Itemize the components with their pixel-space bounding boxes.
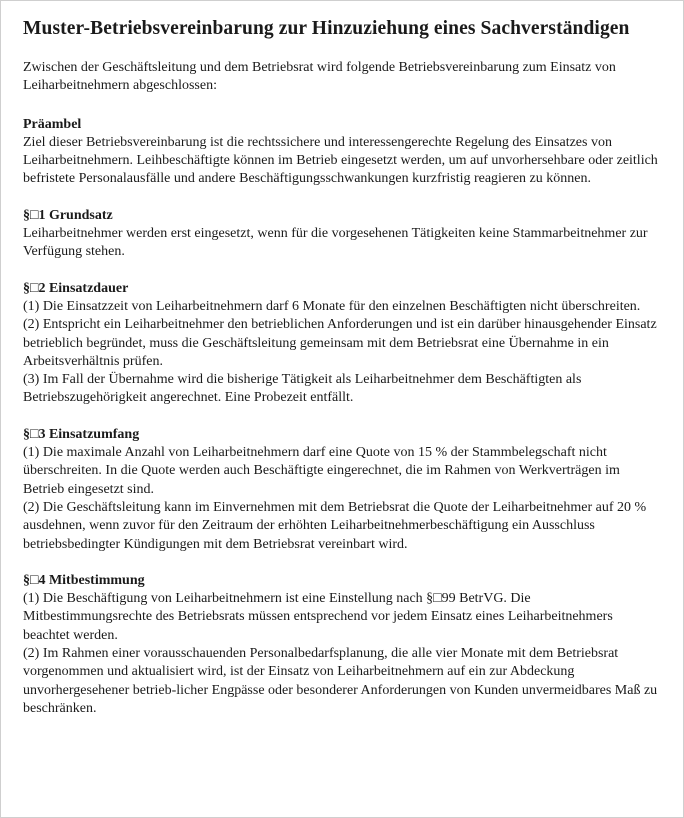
section-heading: §□3 Einsatzumfang (23, 426, 140, 442)
section-heading: §□1 Grundsatz (23, 207, 113, 223)
section-paragraph: Leiharbeitnehmer werden erst eingesetzt, wenn für die vorgesehenen Tätigkeiten keine Stammarbeitnehmer zur Verfügung stehen. (23, 226, 648, 260)
section-paragraph: (2) Entspricht ein Leiharbeitnehmer den betrieblichen Anforderungen und ist ein darüber hinausgehender Einsatz betrieblich begründet, muss die Geschäftsleitung gemeinsam mit dem Betriebsrat eine Übernahme in ein Arbeitsverhältnis prüfen. (23, 317, 657, 369)
section-paragraph: (1) Die Einsatzzeit von Leiharbeitnehmern darf 6 Monate für den einzelnen Beschäftigten nicht überschreiten. (23, 298, 641, 314)
section-paragraph: (3) Im Fall der Übernahme wird die bisherige Tätigkeit als Leiharbeitnehmer dem Beschäftigten als Betriebszugehörigkeit angerechnet. Eine Probezeit entfällt. (23, 372, 582, 406)
section-paragraph: (1) Die Beschäftigung von Leiharbeitnehmern ist eine Einstellung nach §□99 BetrVG. Die Mitbestimmungsrechte des Betriebsrats müssen entsprechend vor jedem Einsatz eines Leiharbeitnehmers beachtet werden. (23, 591, 613, 643)
section-einsatzumfang (23, 426, 661, 554)
section-paragraph: Ziel dieser Betriebsvereinbarung ist die rechtssichere und interessengerechte Regelung des Einsatzes von Leiharbeitnehmern. Leihbeschäftigte können im Betrieb eingesetzt werden, um auf unvorhersehbare oder zeitlich befristete Personalausfälle und andere Beschäftigungsschwankungen kurzfristig reagieren zu können. (23, 134, 658, 187)
section-heading: §□4 Mitbestimmung (23, 572, 145, 588)
section-einsatzdauer (23, 280, 661, 408)
section-heading: §□2 Einsatzdauer (23, 280, 129, 296)
intro-paragraph: Zwischen der Geschäftsleitung und dem Betriebsrat wird folgende Betriebsvereinbarung zum Einsatz von Leiharbeitnehmern abgeschlossen: (23, 60, 616, 94)
section-paragraph: (2) Die Geschäftsleitung kann im Einvernehmen mit dem Betriebsrat die Quote der Leiharbeitnehmer auf 20 % ausdehnen, wenn zuvor für den Zeitraum der erhöhten Leiharbeitnehmerbeschäftigung ein Ausschluss betriebsbedingter Kündigungen mit dem Betriebsrat vereinbart wird. (23, 499, 647, 552)
section-praeambel (23, 116, 661, 189)
section-paragraph: (2) Im Rahmen einer vorausschauenden Personalbedarfsplanung, die alle vier Monate mit dem Betriebsrat vorgenommen und aktualisiert wird, ist der Einsatz von Leiharbeitnehmern auf ein zur Abdeckung unvorhergesehener betrieb-licher Engpässe oder besonderer Anforderungen von Kunden unvermeidbares Maß zu beschränken. (23, 646, 658, 716)
section-mitbestimmung (23, 572, 661, 718)
document-title: Muster-Betriebsvereinbarung zur Hinzuziehung eines Sachverständigen (23, 18, 630, 39)
section-grundsatz (23, 207, 661, 262)
section-paragraph: (1) Die maximale Anzahl von Leiharbeitnehmern darf eine Quote von 15 % der Stammbelegschaft nicht überschreiten. In die Quote werden auch Beschäftigte eingerechnet, die im Rahmen von Werkverträgen im Betrieb eingesetzt sind. (23, 445, 620, 497)
section-heading: Präambel (23, 116, 82, 132)
